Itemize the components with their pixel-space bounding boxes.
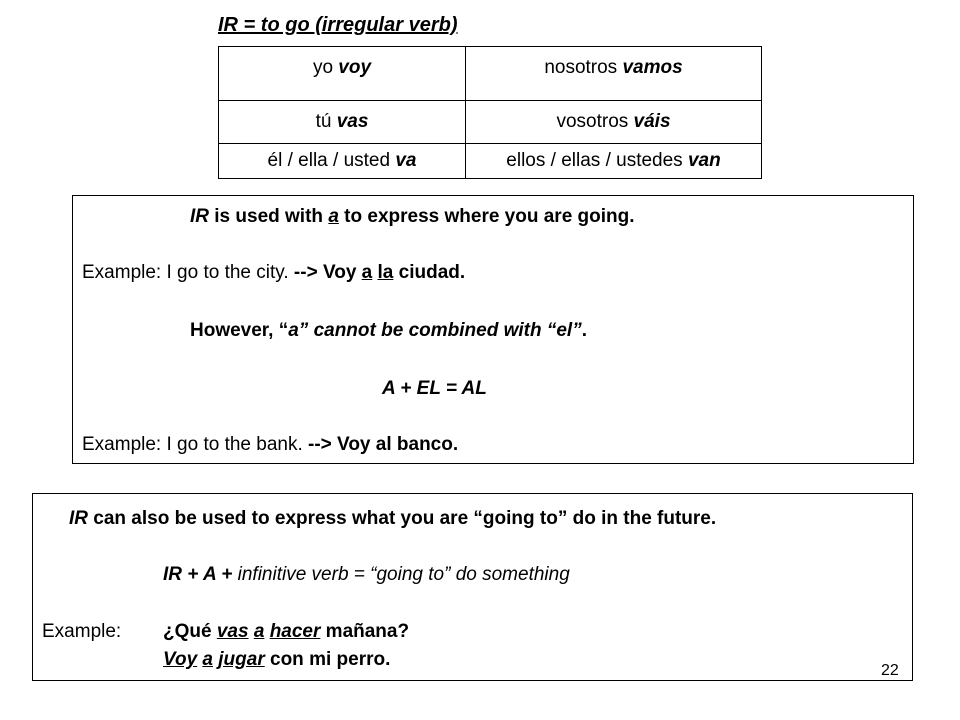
rule-text: to express where you are going.	[338, 206, 635, 227]
pronoun: ellos / ellas / ustedes	[506, 150, 688, 171]
ir-text: IR	[69, 508, 88, 529]
pronoun: tú	[315, 111, 337, 132]
table-cell	[219, 144, 466, 179]
example-label: Example:	[42, 621, 122, 642]
question-text: ¿Qué	[163, 621, 217, 642]
preposition-a: a	[253, 621, 265, 642]
rule-text: is used with	[209, 206, 329, 227]
question-text: mañana?	[320, 621, 410, 642]
table-row	[219, 101, 762, 144]
contraction-rule: A + EL = AL	[382, 378, 487, 399]
example-english: Example: I go to the city.	[82, 262, 294, 283]
formula-text: IR + A +	[163, 564, 238, 585]
conjugation-table	[218, 46, 762, 179]
usage-box-destination	[72, 195, 914, 464]
verb-form: voy	[338, 57, 372, 78]
example-english: Example: I go to the bank.	[82, 434, 309, 455]
pronoun: nosotros	[544, 57, 623, 78]
table-row	[219, 144, 762, 179]
note-line	[190, 320, 587, 342]
preposition-a: a	[361, 262, 373, 283]
formula-line	[163, 564, 570, 586]
table-cell	[466, 47, 762, 101]
infinitive-jugar: jugar	[218, 649, 265, 670]
note-text: .	[581, 320, 587, 341]
verb-form: váis	[633, 111, 671, 132]
table-row	[219, 47, 762, 101]
example-spanish: --> Voy al banco.	[308, 434, 459, 455]
usage-box-future	[32, 493, 913, 681]
ir-text: IR	[190, 206, 209, 227]
rule-line	[190, 206, 635, 228]
page-number: 22	[881, 662, 899, 679]
verb-form: va	[395, 150, 417, 171]
table-cell	[466, 101, 762, 144]
example-spanish: ciudad.	[393, 262, 466, 283]
verb-voy: Voy	[163, 649, 198, 670]
pronoun: vosotros	[556, 111, 634, 132]
verb-vas: vas	[216, 621, 249, 642]
example-line	[82, 434, 458, 456]
pronoun: yo	[312, 57, 339, 78]
verb-form: vas	[336, 111, 369, 132]
example-spanish: --> Voy	[293, 262, 362, 283]
note-text: a” cannot be combined with “el”	[288, 320, 582, 341]
rule-line	[69, 508, 716, 530]
page-title: IR = to go (irregular verb)	[218, 14, 458, 36]
preposition-a: a	[202, 649, 213, 670]
example-question	[163, 621, 409, 643]
table-cell	[466, 144, 762, 179]
answer-text: con mi perro.	[264, 649, 391, 670]
verb-form: van	[687, 150, 721, 171]
pronoun: él / ella / usted	[267, 150, 396, 171]
preposition-a: a	[328, 206, 339, 227]
example-line	[82, 262, 465, 284]
rule-text: can also be used to express what you are “going to” do in the future.	[88, 508, 717, 529]
example-answer	[163, 649, 390, 671]
table-cell	[219, 47, 466, 101]
verb-form: vamos	[622, 57, 683, 78]
table-cell	[219, 101, 466, 144]
infinitive-hacer: hacer	[269, 621, 321, 642]
article-la: la	[377, 262, 394, 283]
note-text: However, “	[190, 320, 289, 341]
formula-text: infinitive verb = “going to” do something	[237, 564, 570, 585]
